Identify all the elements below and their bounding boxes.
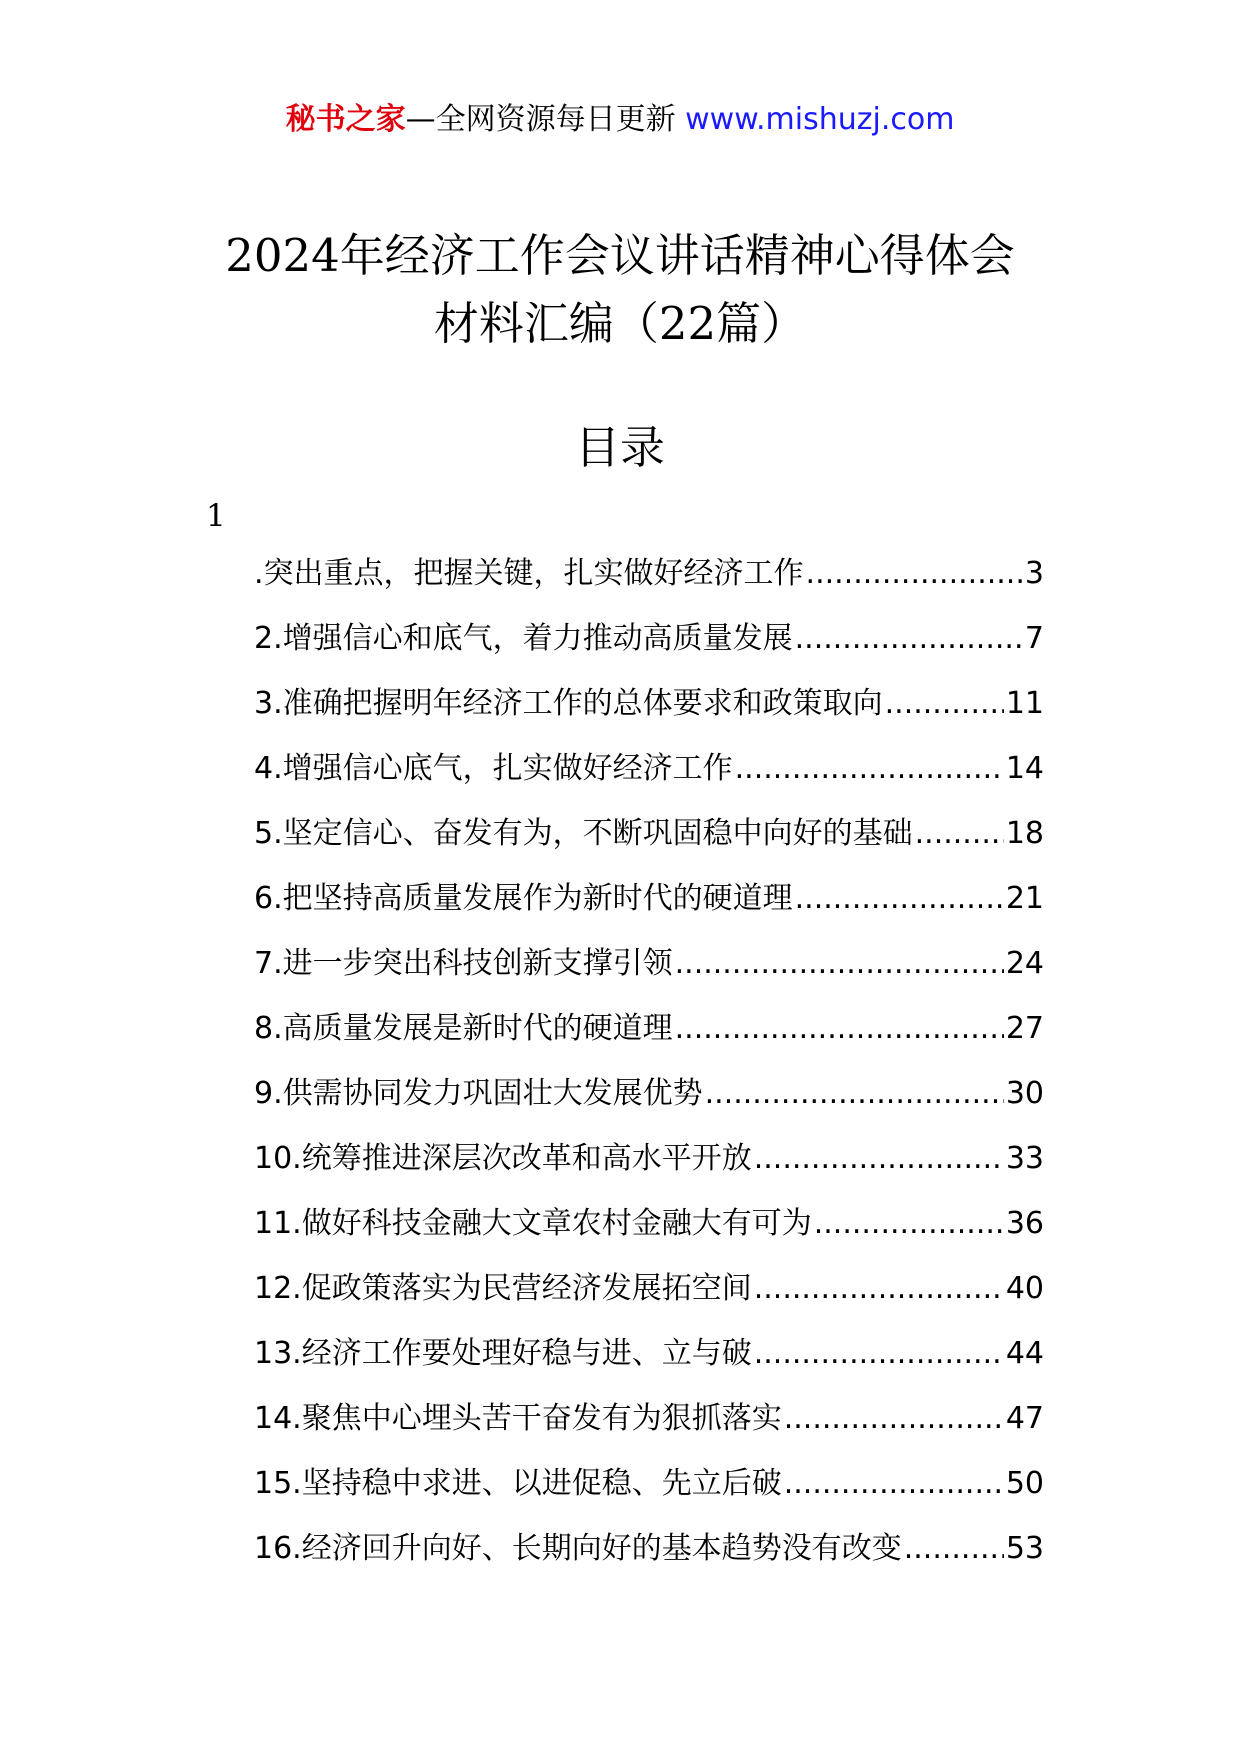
brand-name: 秘书之家 (285, 102, 406, 137)
dot-leader (795, 617, 1023, 661)
site-header (0, 100, 1240, 140)
dot-leader (915, 812, 1004, 856)
toc-item-title: 11.做好科技金融大文章农村金融大有可为 (254, 1206, 812, 1241)
toc-item[interactable] (254, 1527, 1044, 1592)
dot-leader (754, 1137, 1004, 1181)
toc-item[interactable] (254, 1462, 1044, 1527)
dot-leader (814, 1202, 1004, 1246)
toc-item[interactable] (254, 1267, 1044, 1332)
dot-leader (675, 1007, 1004, 1051)
title-line-1: 2024年经济工作会议讲话精神心得体会 (225, 229, 1015, 282)
dot-leader (885, 682, 1004, 726)
dot-leader (904, 1527, 1004, 1571)
toc-item-page: 53 (1005, 1531, 1044, 1566)
toc-item[interactable] (254, 552, 1044, 617)
toc-item-title: 9.供需协同发力巩固壮大发展优势 (254, 1076, 703, 1111)
toc-item-page: 50 (1005, 1466, 1044, 1501)
toc-item-title: 16.经济回升向好、长期向好的基本趋势没有改变 (254, 1531, 902, 1566)
toc-item[interactable] (254, 877, 1044, 942)
toc-item-title: 13.经济工作要处理好稳与进、立与破 (254, 1336, 752, 1371)
dot-leader (735, 747, 1004, 791)
toc-item-title: 7.进一步突出科技创新支撑引领 (254, 946, 673, 981)
toc-item[interactable] (254, 1332, 1044, 1397)
toc-item-page: 21 (1005, 881, 1044, 916)
toc-first-number: 1 (206, 498, 226, 534)
toc-item-page: 44 (1005, 1336, 1044, 1371)
table-of-contents (254, 552, 1044, 1592)
toc-item-page: 3 (1024, 556, 1044, 591)
dot-leader (784, 1462, 1004, 1506)
toc-item[interactable] (254, 682, 1044, 747)
toc-item-page: 47 (1005, 1401, 1044, 1436)
toc-item-title: 8.高质量发展是新时代的硬道理 (254, 1011, 673, 1046)
toc-item-title: .突出重点，把握关键，扎实做好经济工作 (254, 556, 804, 591)
dot-leader (705, 1072, 1004, 1116)
dot-leader (784, 1397, 1004, 1441)
toc-item-title: 15.坚持稳中求进、以进促稳、先立后破 (254, 1466, 782, 1501)
toc-item-page: 40 (1005, 1271, 1044, 1306)
toc-item-title: 6.把坚持高质量发展作为新时代的硬道理 (254, 881, 793, 916)
header-tagline: —全网资源每日更新 (405, 102, 676, 137)
toc-heading: 目录 (574, 421, 665, 474)
dot-leader (795, 877, 1004, 921)
toc-item-title: 4.增强信心底气，扎实做好经济工作 (254, 751, 733, 786)
toc-item-title: 5.坚定信心、奋发有为，不断巩固稳中向好的基础 (254, 816, 913, 851)
toc-item-page: 18 (1005, 816, 1044, 851)
toc-item-page: 30 (1005, 1076, 1044, 1111)
site-url-link[interactable]: www.mishuzj.com (685, 102, 955, 137)
toc-item-page: 24 (1005, 946, 1044, 981)
toc-item[interactable] (254, 747, 1044, 812)
toc-item[interactable] (254, 812, 1044, 877)
title-line-2: 材料汇编（22篇） (433, 297, 807, 350)
document-title (0, 222, 1240, 358)
toc-item[interactable] (254, 1202, 1044, 1267)
toc-item-page: 33 (1005, 1141, 1044, 1176)
toc-item-title: 12.促政策落实为民营经济发展拓空间 (254, 1271, 752, 1306)
toc-item[interactable] (254, 617, 1044, 682)
toc-item-title: 14.聚焦中心埋头苦干奋发有为狠抓落实 (254, 1401, 782, 1436)
dot-leader (675, 942, 1004, 986)
toc-item[interactable] (254, 1137, 1044, 1202)
toc-item-page: 36 (1005, 1206, 1044, 1241)
toc-item-page: 14 (1005, 751, 1044, 786)
toc-item[interactable] (254, 1007, 1044, 1072)
toc-item-page: 7 (1024, 621, 1044, 656)
toc-item-title: 3.准确把握明年经济工作的总体要求和政策取向 (254, 686, 883, 721)
dot-leader (806, 552, 1023, 596)
toc-item[interactable] (254, 1397, 1044, 1462)
toc-item[interactable] (254, 1072, 1044, 1137)
dot-leader (754, 1332, 1004, 1376)
toc-item[interactable] (254, 942, 1044, 1007)
toc-item-title: 2.增强信心和底气，着力推动高质量发展 (254, 621, 793, 656)
toc-item-title: 10.统筹推进深层次改革和高水平开放 (254, 1141, 752, 1176)
dot-leader (754, 1267, 1004, 1311)
toc-item-page: 11 (1005, 686, 1044, 721)
toc-item-page: 27 (1005, 1011, 1044, 1046)
